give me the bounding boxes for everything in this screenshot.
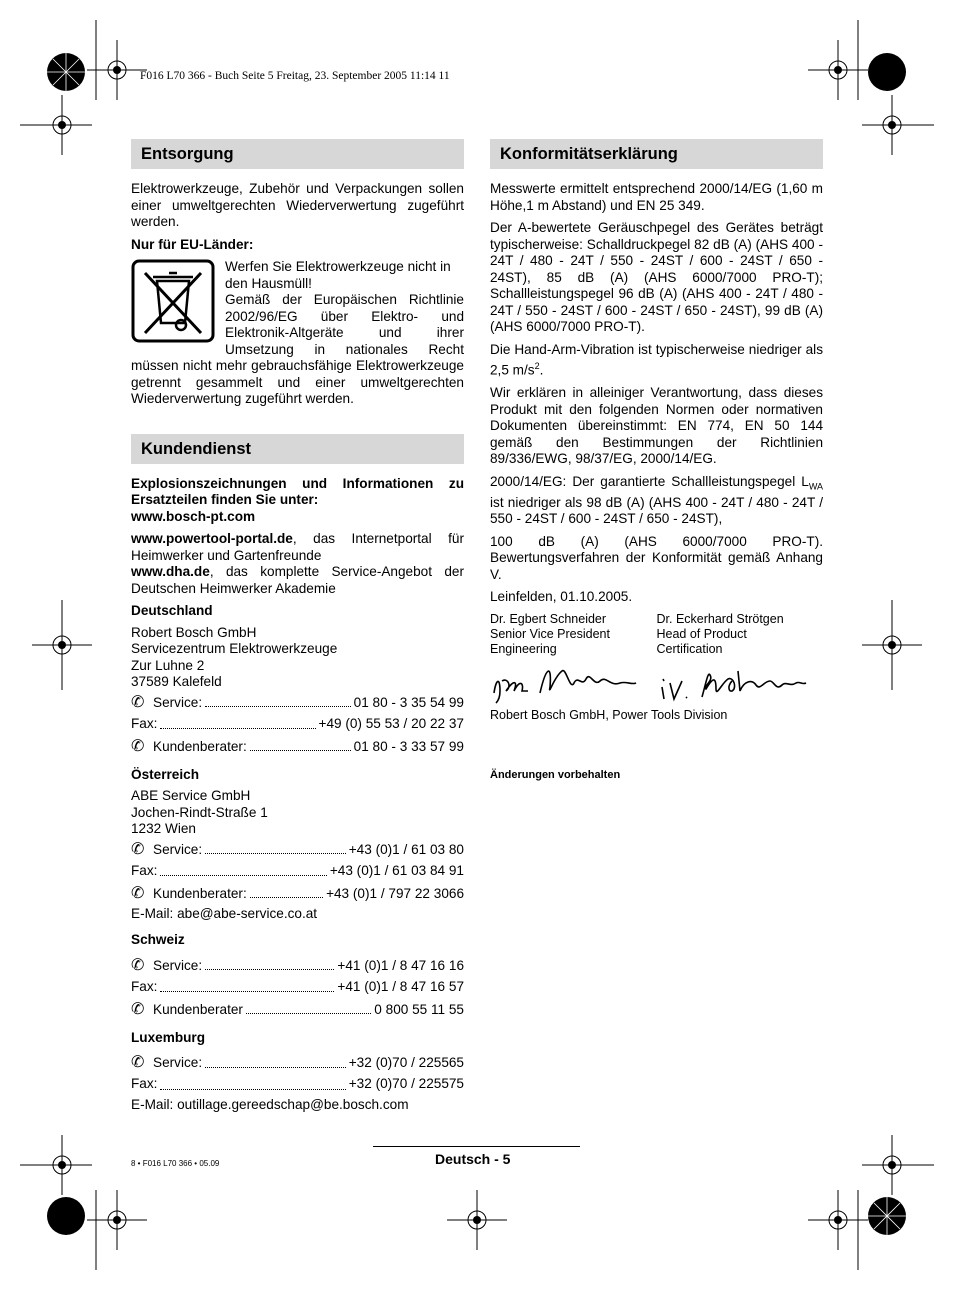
contact-value: 01 80 - 3 35 54 99 <box>353 694 464 710</box>
konformitaet-p6: 100 dB (A) (AHS 6000/7000 PRO-T). Bewertungsverfahren der Konformität gemäß Anhang V. <box>490 533 823 582</box>
signer-1: Dr. Egbert Schneider Senior Vice President Engineering <box>490 611 610 656</box>
explosion-text: Explosionszeichnungen und Informationen zu Ersatzteilen finden Sie unter: www.bosch-pt.com <box>131 475 464 524</box>
place-date: Leinfelden, 01.10.2005. <box>490 589 633 605</box>
contact-row <box>131 735 464 757</box>
portal-text: www.powertool-portal.de, das Internetportal für Heimwerker und Gartenfreunde <box>131 531 464 563</box>
konformitaet-p5: 2000/14/EG: Der garantierte Schallleistungspegel $L_{WA}$ ist niedriger als 98 dB (A) (AHS 400 - 24T / 480 - 24T / 550 - 24ST / 600 - 24ST / 650 - 24ST), <box>490 473 823 527</box>
contact-value: +43 (0)1 / 61 03 84 91 <box>329 862 464 878</box>
konformitaet-p2: Der A-bewertete Geräuschpegel des Gerätes beträgt typischerweise: Schalldruckpegel 82 dB (A) (AHS 400 - 24T / 480 - 24T / 550 - 24ST / 600 - 24ST / 650 - 24ST), 85 dB (A) (AHS 6000/7000 PRO-T); Schallleistungspegel 96 dB (A) (AHS 400 - 24T / 480 - 24T / 550 - 24ST / 600 - 24ST / 650 - 24ST), 99 dB (A) (AHS 6000/7000 PRO-T). <box>490 220 823 334</box>
eu-heading: Nur für EU-Länder: <box>131 236 254 252</box>
contact-label: Fax: <box>131 978 158 994</box>
contact-row <box>131 713 464 735</box>
contact-label: Service: <box>153 1055 203 1070</box>
contact-label: Fax: <box>131 1076 158 1091</box>
contact-row <box>131 838 464 860</box>
contact-row <box>131 860 464 882</box>
contact-label: Fax: <box>131 715 158 731</box>
leader-dots <box>160 875 326 876</box>
address-line: Servicezentrum Elektrowerkzeuge <box>131 641 338 656</box>
leader-dots <box>246 1013 371 1014</box>
eu-text-2: Gemäß der Europäischen Richtlinie 2002/96/EG über Elektro- und Elektronik-Altgeräte und ihrer Umsetzung in nationales Recht müssen nicht mehr gebrauchsfähige Elektrowerkzeuge getrennt gesammelt und einer umweltgerechten Wiederverwertung zugeführt werden. <box>131 292 464 406</box>
contact-value: +32 (0)70 / 225565 <box>348 1055 464 1070</box>
leader-dots <box>205 853 346 854</box>
left-column <box>131 139 464 1114</box>
country-block <box>131 1030 464 1114</box>
contact-value: +41 (0)1 / 8 47 16 57 <box>337 978 464 994</box>
contact-label: Service: <box>153 694 203 710</box>
powertool-portal-link[interactable]: www.powertool-portal.de <box>131 531 293 546</box>
dha-link[interactable]: www.dha.de <box>131 564 210 579</box>
contact-value: 01 80 - 3 33 57 99 <box>353 738 464 754</box>
signers <box>490 612 823 657</box>
contact-row <box>131 882 464 904</box>
leader-dots <box>205 706 351 707</box>
country-name: Deutschland <box>131 603 213 618</box>
contact-value: +43 (0)1 / 797 22 3066 <box>326 885 464 901</box>
konformitaet-p4: Wir erklären in alleiniger Verantwortung, dass dieses Produkt mit den folgenden Normen oder normativen Dokumenten übereinstimmt: EN 774, EN 50 144 gemäß den Bestimmungen der Richtlinien 89/336/EWG, 98/37/EG, 2000/14/EG. <box>490 385 823 467</box>
email-line[interactable]: E-Mail: outillage.gereedschap@be.bosch.com <box>131 1097 409 1112</box>
phone-icon: ✆ <box>131 882 145 902</box>
page-number: Deutsch - 5 <box>435 1151 511 1167</box>
section-title-entsorgung: Entsorgung <box>131 139 464 169</box>
address-line: Zur Luhne 2 <box>131 657 205 673</box>
contact-value: +43 (0)1 / 61 03 80 <box>348 841 464 857</box>
print-header: F016 L70 366 - Buch Seite 5 Freitag, 23. September 2005 11:14 11 <box>140 70 450 82</box>
footer-code: 8 • F016 L70 366 • 05.09 <box>131 1159 220 1168</box>
phone-icon: ✆ <box>131 998 145 1018</box>
phone-icon: ✆ <box>131 735 145 755</box>
address-line: Robert Bosch GmbH <box>131 624 257 640</box>
country-block <box>131 603 464 757</box>
contact-value: 0 800 55 11 55 <box>374 1001 464 1017</box>
contact-row <box>131 976 464 998</box>
leader-dots <box>250 750 351 751</box>
section-title-konformitaet: Konformitätserklärung <box>490 139 823 169</box>
country-block <box>131 932 464 1020</box>
reserve-note: Änderungen vorbehalten <box>490 769 621 782</box>
leader-dots <box>160 1089 345 1090</box>
leader-dots <box>205 1067 346 1068</box>
address-line: ABE Service GmbH <box>131 788 251 803</box>
phone-icon: ✆ <box>131 691 145 711</box>
phone-icon: ✆ <box>131 954 145 974</box>
leader-dots <box>160 728 315 729</box>
signer-2: Dr. Eckerhard Strötgen Head of Product Certification <box>656 611 784 656</box>
country-name: Schweiz <box>131 932 185 947</box>
crossed-bin-icon <box>131 259 215 343</box>
contact-value: +49 (0) 55 53 / 20 22 37 <box>318 715 464 731</box>
right-column <box>490 139 823 784</box>
division: Robert Bosch GmbH, Power Tools Division <box>490 707 728 722</box>
eu-block <box>131 259 464 408</box>
contact-label: Fax: <box>131 862 158 878</box>
address-line: Jochen-Rindt-Straße 1 <box>131 804 268 820</box>
contact-row <box>131 1051 464 1073</box>
contact-label: Kundenberater <box>153 1001 243 1017</box>
phone-icon: ✆ <box>131 1052 145 1071</box>
footer-rule <box>373 1146 580 1147</box>
konformitaet-p3: Die Hand-Arm-Vibration ist typischerweise niedriger als 2,5 $m/s^2$. <box>490 341 823 378</box>
country-name: Österreich <box>131 766 200 782</box>
contact-value: +41 (0)1 / 8 47 16 16 <box>337 957 464 973</box>
contact-label: Kundenberater: <box>153 738 247 754</box>
konformitaet-p1: Messwerte ermittelt entsprechend 2000/14/EG (1,60 m Höhe,1 m Abstand) und EN 25 349. <box>490 181 823 213</box>
phone-icon: ✆ <box>131 838 145 858</box>
dha-text: www.dha.de, das komplette Service-Angebot der Deutschen Heimwerker Akademie <box>131 564 464 596</box>
bosch-pt-link[interactable]: www.bosch-pt.com <box>131 508 256 524</box>
signatures <box>490 657 823 707</box>
section-title-kundendienst: Kundendienst <box>131 434 464 464</box>
contact-label: Kundenberater: <box>153 885 247 901</box>
eu-text-1: Werfen Sie Elektrowerkzeuge nicht in den Hausmüll! <box>225 259 451 291</box>
contact-row <box>131 1073 464 1095</box>
signature-schneider <box>490 657 656 707</box>
country-block <box>131 767 464 923</box>
contact-row <box>131 998 464 1020</box>
leader-dots <box>250 897 323 898</box>
signature-stroetgen <box>656 657 822 707</box>
country-name: Luxemburg <box>131 1029 206 1045</box>
address-line: 37589 Kalefeld <box>131 674 222 689</box>
contact-value: +32 (0)70 / 225575 <box>348 1076 464 1091</box>
leader-dots <box>205 969 334 970</box>
address-line: 1232 Wien <box>131 821 196 836</box>
entsorgung-intro: Elektrowerkzeuge, Zubehör und Verpackungen sollen einer umweltgerechten Wiederverwertung zugeführt werden. <box>131 181 464 229</box>
email-line[interactable]: E-Mail: abe@abe-service.co.at <box>131 905 318 921</box>
leader-dots <box>160 991 334 992</box>
contact-label: Service: <box>153 841 203 857</box>
contact-row <box>131 691 464 713</box>
country-list <box>131 603 464 1114</box>
contact-label: Service: <box>153 957 203 973</box>
contact-row <box>131 954 464 976</box>
